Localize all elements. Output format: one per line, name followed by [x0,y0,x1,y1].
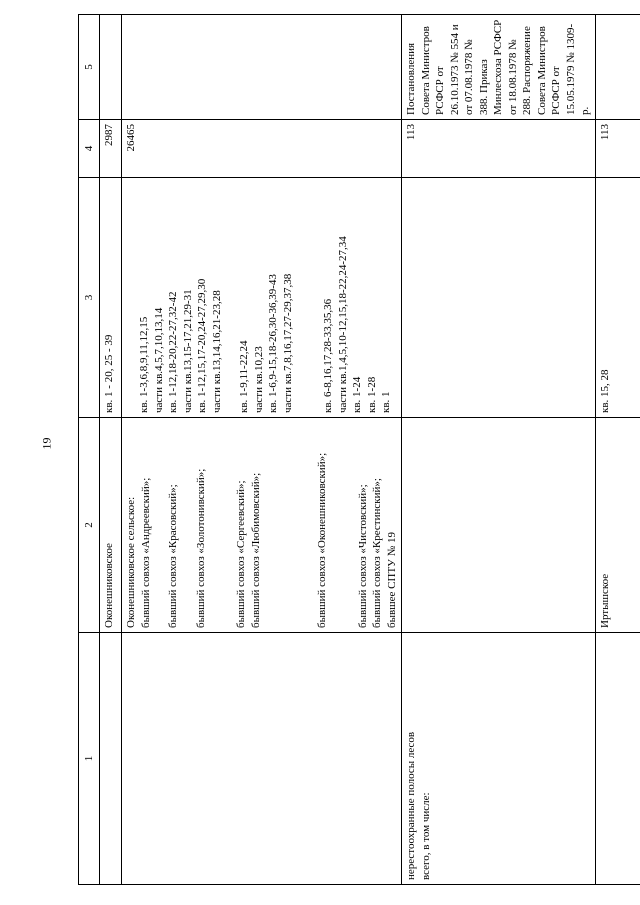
header-col-3: 3 [79,178,100,418]
cell-text: кв. 1-24 [351,376,364,413]
table-cell-col-3 [122,178,402,418]
table-cell-col-2 [595,418,640,633]
cell-text: кв. 1-12,15,17-20,24-27,29,30 [196,278,209,413]
cell-text: 113 [405,124,418,141]
table-cell-col-1 [100,633,122,885]
cell-text: кв. 1 - 20, 25 - 39 [103,334,115,413]
table-cell-col-3 [100,178,122,418]
cell-text: бывший совхоз «Сергеевский»; [235,480,248,628]
line-gap [330,422,343,628]
cell-text: кв. 1 [380,391,393,413]
table-cell-col-5 [402,15,596,120]
cell-text: части кв.7,8,16,17,27-29,37,38 [281,273,294,413]
line-gap [308,182,321,413]
table-row [595,15,640,885]
cell-text: части кв.13,14,16,21-23,28 [210,290,223,413]
header-row [79,15,100,885]
cell-text: бывшее СПТУ № 19 [385,532,398,628]
line-gap [276,422,289,628]
line-gap [124,182,137,413]
table-cell-col-2 [100,418,122,633]
line-gap [302,422,315,628]
cell-text: бывший совхоз «Оконешниковский»; [316,452,329,628]
line-gap [153,422,166,628]
table-cell-col-4 [122,120,402,178]
line-gap [221,422,234,628]
cell-text: 26465 [125,124,137,152]
line-gap [295,182,308,413]
cell-text: 2987 [103,124,115,146]
table-cell-col-5 [122,15,402,120]
cell-text: бывший совхоз «Золотонивский»; [194,468,207,628]
line-gap [343,422,356,628]
table-row [100,15,122,885]
line-gap [208,422,221,628]
table-row [402,15,596,885]
table-cell-col-1 [595,633,640,885]
table-row [122,15,402,885]
cell-text: Иртышское [598,573,611,628]
cell-text: части кв.4,5,7,10,13,14 [152,307,165,413]
line-gap [263,422,276,628]
cell-text: Постановления Совета Министров РСФСР от 26.10.1973 № 554 и от 07.08.1978 № 388. Приказ Минлесхоза РСФСР от 18.08.1978 № 288. Распоряжение Совета Министров РСФСР от 15.05.1979 № 1309-р. [405,19,592,115]
cell-text: кв. 1-12,18-20,22-27,32-42 [167,291,180,413]
cell-text: кв. 15, 28 [598,369,611,413]
table-cell-col-1 [122,633,402,885]
page-number: 19 [39,437,54,450]
header-col-5: 5 [79,15,100,120]
table-cell-col-4 [402,120,596,178]
cell-text: всего, в том числе: [419,792,432,880]
table-cell-col-5 [595,15,640,120]
cell-text: бывший совхоз «Красовский»; [167,484,180,628]
cell-text: кв. 1-3,6,8,9,11,12,15 [138,316,150,413]
cell-text: бывший совхоз «Андреевский»; [139,477,152,628]
cell-text: бывший совхоз «Чистовский»; [356,484,369,628]
cell-text: кв. 1-9,11-22,24 [238,340,251,413]
cell-text: нерестоохранные полосы лесов [405,731,418,880]
table-cell-col-4 [100,120,122,178]
cell-text: части кв.13,15-17,21,29-31 [181,289,194,413]
cell-text: бывший совхоз «Крестинский»; [371,478,384,628]
cell-text: части кв.10,23 [252,346,265,413]
table-cell-col-4 [595,120,640,178]
line-gap [181,422,194,628]
rotated-page [78,15,611,885]
line-gap [224,182,237,413]
table-cell-col-5 [100,15,122,120]
cell-text: части кв.1,4,5,10-12,15,18-22,24-27,34 [336,236,349,413]
table-cell-col-3 [595,178,640,418]
cell-text: кв. 1-28 [365,376,378,413]
cell-text: 113 [598,124,611,141]
cell-text: Оконешниковское [103,543,115,628]
cell-text: Оконешниковское сельское: [125,496,137,628]
header-col-4: 4 [79,120,100,178]
table-cell-col-2 [402,418,596,633]
table-cell-col-3 [402,178,596,418]
cell-text: кв. 1-6,9-15,18-26,30-36,39-43 [267,274,280,413]
line-gap [289,422,302,628]
table-cell-col-1 [402,633,596,885]
forest-quarters-table [78,14,640,885]
cell-text: кв. 6-8,16,17,28-33,35,36 [322,298,335,413]
cell-text: бывший совхоз «Любимовский»; [249,472,262,628]
header-col-2: 2 [79,418,100,633]
header-col-1: 1 [79,633,100,885]
table-cell-col-2 [122,418,402,633]
